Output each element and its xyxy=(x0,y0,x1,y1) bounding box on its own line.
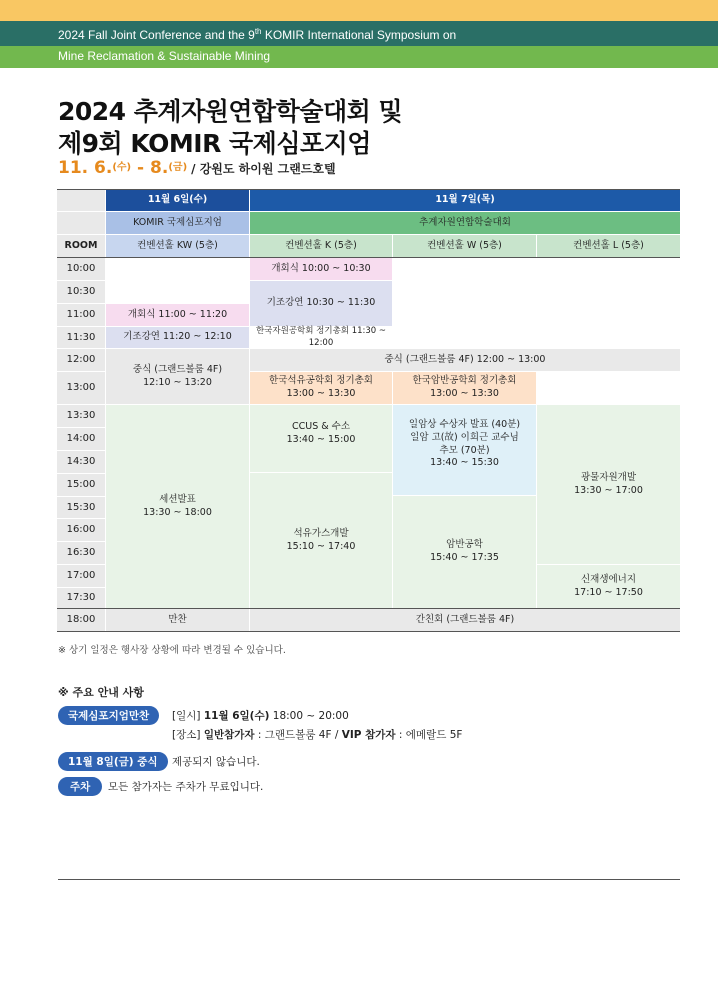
page-title-line-2: 제9회 KOMIR 국제심포지엄 xyxy=(58,129,371,158)
kw-opening-ceremony: 개회식 11:00 ~ 11:20 xyxy=(106,304,249,326)
k-petroleum-meeting-title: 한국석유공학회 정기총회 xyxy=(269,375,373,387)
k-petroleum-title: 석유가스개발 xyxy=(293,527,349,539)
header-band-dark xyxy=(0,21,718,46)
k-petroleum-time: 15:10 ~ 17:40 xyxy=(286,540,356,552)
time-label: 14:00 xyxy=(57,428,105,450)
time-label: 14:30 xyxy=(57,451,105,473)
bottom-divider xyxy=(58,879,680,880)
l-empty-1300 xyxy=(537,372,680,404)
header-band-green xyxy=(0,46,718,68)
k-petroleum-meeting xyxy=(250,372,392,404)
room-label: ROOM xyxy=(57,235,105,257)
w-award-line-1: 일암상 수상자 발표 (40분) xyxy=(408,419,521,430)
kw-keynote: 기조강연 11:20 ~ 12:10 xyxy=(106,327,249,348)
l-mineral-time: 13:30 ~ 17:00 xyxy=(574,484,643,496)
info-dinner-datetime: [일시] 11월 6일(수) 18:00 ~ 20:00 xyxy=(172,710,349,722)
lunch-day-2: 중식 (그랜드볼룸 4F) 12:00 ~ 13:00 xyxy=(250,349,680,371)
info-section-title: ※ 주요 안내 사항 xyxy=(58,686,144,699)
l-renewable-time: 17:10 ~ 17:50 xyxy=(574,586,643,598)
venue: / 강원도 하이원 그랜드호텔 xyxy=(191,162,336,176)
time-label: 13:00 xyxy=(57,372,105,404)
info-badge-parking: 주차 xyxy=(58,777,102,796)
l-renewable-session xyxy=(537,565,680,608)
w-rock-session xyxy=(393,496,536,608)
top-accent-strip xyxy=(0,0,718,21)
time-label: 10:00 xyxy=(57,258,105,280)
grid-line xyxy=(57,257,680,258)
w-award-session xyxy=(393,405,536,495)
header-line-2: Mine Reclamation & Sustainable Mining xyxy=(58,49,271,63)
w-award-line-2: 일암 고(故) 이희근 교수님 xyxy=(410,431,519,443)
gala-dinner: 간친회 (그랜드볼룸 4F) xyxy=(250,609,680,631)
time-label: 15:30 xyxy=(57,497,105,518)
room-l: 컨벤션홀 L (5층) xyxy=(537,235,680,257)
k-ccus-title: CCUS & 수소 xyxy=(291,421,351,432)
k-ccus-time: 13:40 ~ 15:00 xyxy=(286,433,356,445)
l-empty-morning xyxy=(537,258,680,348)
w-rock-time: 15:40 ~ 17:35 xyxy=(430,552,499,563)
k-opening-ceremony: 개회식 10:00 ~ 10:30 xyxy=(250,258,392,280)
time-label: 13:30 xyxy=(57,405,105,427)
day-2-header: 11월 7일(목) xyxy=(250,189,680,211)
k-society-meeting: 한국자원공학회 정기총회 11:30 ~ 12:00 xyxy=(250,327,392,348)
kw-session xyxy=(106,405,249,608)
k-petroleum-session xyxy=(250,473,392,608)
info-badge-lunch: 11월 8일(금) 중식 xyxy=(58,752,168,771)
k-keynote: 기조강연 10:30 ~ 11:30 xyxy=(250,281,392,326)
time-label: 16:00 xyxy=(57,519,105,541)
page-title-line-1: 2024 추계자원연합학술대회 및 xyxy=(58,97,403,126)
schedule-note: ※ 상기 일정은 행사장 상황에 따라 변경될 수 있습니다. xyxy=(58,645,286,656)
k-ccus-session xyxy=(250,405,392,472)
w-rock-meeting-time: 13:00 ~ 13:30 xyxy=(430,388,499,399)
time-label: 11:30 xyxy=(57,327,105,348)
kw-dinner: 만찬 xyxy=(106,609,249,631)
grid-line xyxy=(57,608,680,609)
kw-session-title: 세션발표 xyxy=(159,493,196,505)
room-k: 컨벤션홀 K (5층) xyxy=(250,235,392,257)
room-w: 컨벤션홀 W (5층) xyxy=(393,235,536,257)
corner-cell-2 xyxy=(57,212,105,234)
event-2-header: 추계자원연합학술대회 xyxy=(250,212,680,234)
room-kw: 컨벤션홀 KW (5층) xyxy=(106,235,249,257)
header-line-1: 2024 Fall Joint Conference and the 9th KOMIR International Symposium on xyxy=(58,27,457,42)
time-label: 10:30 xyxy=(57,281,105,303)
info-parking-text: 모든 참가자는 주차가 무료입니다. xyxy=(108,781,264,793)
kw-session-time: 13:30 ~ 18:00 xyxy=(143,506,212,518)
time-label: 11:00 xyxy=(57,304,105,326)
w-empty-morning xyxy=(393,258,536,348)
day-1-header: 11월 6일(수) xyxy=(106,189,249,211)
k-petroleum-meeting-time: 13:00 ~ 13:30 xyxy=(286,388,356,399)
grid-line xyxy=(57,631,680,632)
corner-cell-1 xyxy=(57,189,105,211)
time-label: 15:00 xyxy=(57,474,105,496)
kw-lunch-time: 12:10 ~ 13:20 xyxy=(143,376,212,388)
kw-empty-slot xyxy=(106,258,249,303)
time-label: 18:00 xyxy=(57,609,105,631)
l-mineral-title: 광물자원개발 xyxy=(580,471,637,483)
kw-lunch-title: 중식 (그랜드볼룸 4F) xyxy=(132,363,223,375)
l-renewable-title: 신재생에너지 xyxy=(580,573,637,585)
w-rock-meeting-title: 한국암반공학회 정기총회 xyxy=(412,375,517,387)
info-dinner-location: [장소] 일반참가자 : 그랜드볼룸 4F / VIP 참가자 : 에메랄드 5F xyxy=(172,729,463,741)
w-award-line-3: 추모 (70분) xyxy=(439,444,490,456)
grid-line xyxy=(57,189,680,190)
event-dates: 11. 6.$^{(수)}$ - 8.$^{(금)}$ / 강원도 하이원 그랜드호텔 xyxy=(58,158,336,178)
event-1-header: KOMIR 국제심포지엄 xyxy=(106,212,249,234)
time-label: 12:00 xyxy=(57,349,105,371)
w-award-time: 13:40 ~ 15:30 xyxy=(430,457,499,469)
l-mineral-session xyxy=(537,405,680,564)
time-label: 17:00 xyxy=(57,565,105,587)
schedule-table xyxy=(57,189,680,631)
w-rock-meeting xyxy=(393,372,536,404)
kw-lunch xyxy=(106,349,249,404)
info-badge-symposium-dinner: 국제심포지엄만찬 xyxy=(58,706,159,725)
w-rock-title: 암반공학 xyxy=(446,539,483,551)
time-label: 17:30 xyxy=(57,588,105,608)
time-label: 16:30 xyxy=(57,542,105,564)
info-lunch-text: 제공되지 않습니다. xyxy=(172,756,260,768)
